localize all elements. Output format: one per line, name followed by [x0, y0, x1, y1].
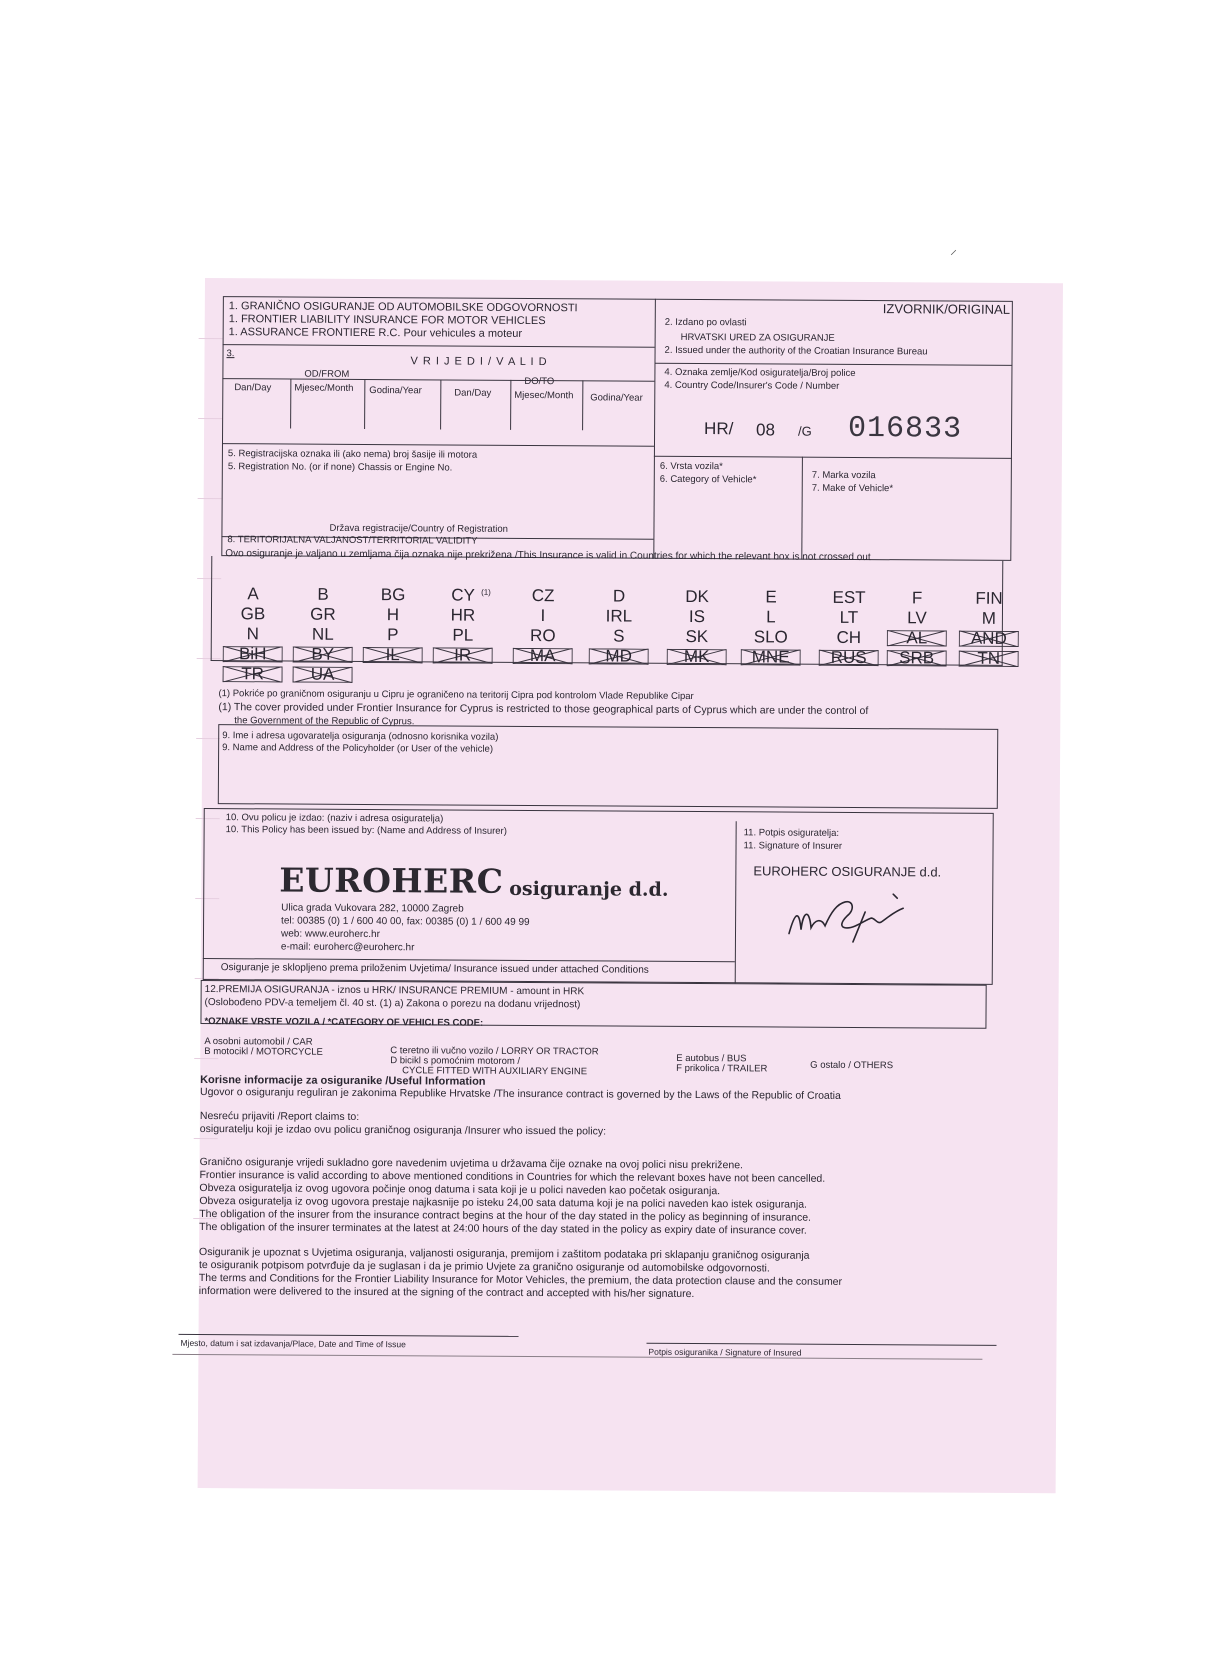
country-cell-crossed: [741, 649, 801, 665]
title-en: 1. FRONTIER LIABILITY INSURANCE FOR MOTOR VEHICLES: [228, 313, 546, 328]
country-code-text: AND: [970, 628, 1007, 648]
policyholder-label-hr: 9. Ime i adresa ugovaratelja osiguranja (odnosno korisnika vozila): [222, 730, 499, 743]
to-day: Dan/Day: [454, 387, 492, 399]
country-cell: CY: [451, 585, 475, 605]
insured-signature-label: Potpis osiguranika / Signature of Insured: [648, 1346, 802, 1358]
vehicle-code-c: C teretno ili vučno vozilo / LORRY OR TRACTOR: [390, 1045, 599, 1058]
issued-bureau: HRVATSKI URED ZA OSIGURANJE: [680, 331, 835, 344]
make-label-hr: 7. Marka vozila: [811, 469, 876, 482]
country-cell: CH: [836, 627, 862, 648]
country-cell: GR: [310, 604, 336, 624]
from-day: Dan/Day: [234, 382, 272, 394]
category-label-hr: 6. Vrsta vozila*: [659, 460, 723, 473]
country-cell: GB: [240, 604, 266, 624]
country-code-text: UA: [310, 664, 335, 684]
issuer-email: e-mail: euroherc@euroherc.hr: [280, 941, 415, 954]
country-cell: BG: [380, 585, 406, 605]
country-grid: [211, 584, 1059, 684]
country-code-text: RUS: [830, 647, 867, 668]
registration-label-hr: 5. Registracijska oznaka ili (ako nema) broj šasije ili motora: [227, 448, 478, 461]
country-cell-crossed: [819, 647, 879, 668]
country-cell-crossed: [363, 647, 423, 663]
country-cell: NL: [311, 624, 334, 644]
insured-signature-line: [646, 1343, 996, 1346]
validity-number: 3.: [226, 348, 235, 360]
country-cell: B: [317, 584, 329, 604]
country-cell: HR: [450, 605, 476, 625]
country-code-text: MA: [529, 645, 556, 666]
info-claims-2: osiguratelju koji je izdao ovu policu graničnog osiguranja /Insurer who issued the policy:: [199, 1122, 607, 1138]
from-month: Mjesec/Month: [294, 382, 354, 394]
policy-number: 016833: [847, 411, 963, 447]
place-date-label: Mjesto, datum i sat izdavanja/Place, Date and Time of Issue: [180, 1337, 406, 1350]
country-code-text: AL: [906, 628, 928, 648]
country-cell: L: [766, 607, 776, 627]
cyprus-note-hr: (1) Pokriće po graničnom osiguranju u Cipru je ograničeno na teritorij Cipra pod kontrolom Vlade Republike Cipar: [218, 688, 694, 702]
vehicle-code-f: F prikolica / TRAILER: [676, 1062, 768, 1075]
country-code-text: IR: [454, 645, 472, 665]
vehicle-code-d2: CYCLE FITTED WITH AUXILIARY ENGINE: [402, 1065, 588, 1078]
country-cell: SK: [685, 626, 709, 647]
country-code-text: IL: [385, 645, 400, 665]
territory-label: 8. TERITORIJALNA VALJANOST/TERRITORIAL VALIDITY: [227, 534, 478, 547]
title-hr: 1. GRANIČNO OSIGURANJE OD AUTOMOBILSKE ODGOVORNOSTI: [228, 300, 578, 315]
country-code-text: TR: [241, 664, 264, 684]
corner-tick-mark: ⸝: [950, 241, 957, 257]
country-cell: M: [981, 608, 997, 628]
country-of-registration-label: Država registracije/Country of Registration: [329, 522, 508, 535]
place-date-line: [179, 1334, 519, 1337]
country-cell: H: [386, 605, 400, 625]
code-label-hr: 4. Oznaka zemlje/Kod osiguratelja/Broj police: [664, 366, 856, 379]
country-cell: F: [911, 588, 923, 608]
country-cell: I: [540, 606, 546, 626]
info-claims-1: Nesreću prijaviti /Report claims to:: [199, 1109, 360, 1123]
country-cell-crossed: [293, 644, 353, 664]
country-cell: P: [387, 625, 399, 645]
country-cell: IRL: [605, 606, 633, 626]
issuer-label-hr: 10. Ovu policu je izdao: (naziv i adresa osiguratelja): [225, 812, 444, 825]
country-cell-crossed: [223, 646, 283, 662]
vehicle-code-g: G ostalo / OTHERS: [810, 1059, 894, 1072]
country-cell: PL: [452, 625, 474, 645]
country-code-text: BY: [311, 644, 335, 664]
country-cell: LT: [839, 607, 859, 627]
country-code: HR/: [704, 419, 734, 439]
country-cell: FIN: [975, 588, 1003, 608]
country-cell-crossed: [589, 648, 649, 664]
country-cell: EST: [832, 587, 866, 608]
country-code-text: TN: [977, 648, 1001, 668]
premium-label: 12.PREMIJA OSIGURANJA - iznos u HRK/ INSURANCE PREMIUM - amount in HRK: [204, 984, 585, 998]
issued-hr: 2. Izdano po ovlasti: [664, 316, 747, 329]
territory-desc: Ovo osiguranje je valjano u zemljama čija oznaka nije prekrižena /This Insurance is valid in Countries for which the relevant box is not crossed out: [225, 548, 871, 564]
insurer-code: 08: [756, 420, 776, 440]
country-cell: CZ: [531, 586, 555, 606]
info-paragraph: The terms and Conditions for the Frontier Liability Insurance for Motor Vehicles, the premium, the data protection clause and the consumer: [198, 1271, 843, 1288]
country-cell-crossed: [887, 630, 947, 646]
category-label-en: 6. Category of Vehicle*: [659, 473, 757, 486]
country-cell-crossed: [959, 628, 1019, 648]
issuer-address: Ulica grada Vukovara 282, 10000 Zagreb: [281, 902, 464, 915]
country-code-text: SRB: [899, 648, 935, 668]
title-fr: 1. ASSURANCE FRONTIERE R.C. Pour vehicules a moteur: [228, 326, 523, 340]
country-cell: IS: [688, 606, 706, 627]
vehicle-code-e: E autobus / BUS: [676, 1052, 747, 1065]
info-paragraph: te osiguranik potpisom potvrđuje da je suglasan i da je primio Uvjete za granično osiguranje od automobilske odgovornosti.: [198, 1258, 770, 1275]
sheet-bottom-edge: [172, 1354, 982, 1360]
country-cell: S: [613, 626, 625, 646]
country-cell-crossed: [293, 664, 353, 684]
cy-footnote-mark: (1): [481, 587, 491, 597]
signature-insurer-name: EUROHERC OSIGURANJE d.d.: [753, 863, 942, 880]
country-code-text: MD: [605, 646, 632, 666]
country-cell-crossed: [513, 645, 573, 666]
make-label-en: 7. Make of Vehicle*: [811, 482, 894, 495]
country-cell: DK: [685, 586, 709, 607]
signature-label-hr: 11. Potpis osiguratelja:: [743, 827, 840, 839]
to-label: DO/TO: [524, 375, 555, 388]
vehicle-code-b: B motocikl / MOTORCYCLE: [204, 1046, 323, 1058]
vehicle-code-a: A osobni automobil / CAR: [204, 1036, 313, 1048]
country-cell: N: [246, 624, 260, 644]
euroherc-logo: EUROHERC: [279, 860, 504, 901]
info-paragraph: Osiguranik je upoznat s Uvjetima osiguranja, valjanosti osiguranja, premijom i zaštitom podataka pri sklapanju graničnog osiguranja: [199, 1245, 810, 1262]
info-title: Korisne informacije za osiguranike /Useful Information: [200, 1073, 486, 1088]
from-year: Godina/Year: [369, 385, 422, 397]
country-code-text: MNE: [751, 647, 790, 667]
country-cell: A: [247, 584, 259, 604]
country-cell-crossed: [667, 646, 727, 667]
cyprus-note-en-2: the Government of the Republic of Cyprus.: [234, 715, 415, 728]
premium-note: (Oslobođeno PDV-a temeljem čl. 40 st. (1) a) Zakona o porezu na dodanu vrijednost): [204, 997, 581, 1011]
to-year: Godina/Year: [590, 392, 643, 404]
country-cell-crossed: [887, 650, 947, 666]
policyholder-label-en: 9. Name and Address of the Policyholder (or User of the vehicle): [222, 742, 494, 755]
country-cell-crossed: [223, 666, 283, 682]
insurance-certificate: [180, 278, 1063, 1493]
country-row-5: [211, 664, 1059, 689]
to-month: Mjesec/Month: [514, 389, 574, 402]
issuer-web: web: www.euroherc.hr: [280, 928, 380, 941]
from-label: OD/FROM: [304, 368, 350, 380]
country-cell: D: [612, 586, 626, 606]
country-cell-crossed: [959, 648, 1019, 668]
info-paragraph: information were delivered to the insured at the signing of the contract and accepted with his/her signature.: [198, 1284, 695, 1301]
country-code-text: MK: [683, 646, 710, 667]
conditions-text: Osiguranje je sklopljeno prema priloženim Uvjetima/ Insurance issued under attached Conditions: [220, 962, 649, 976]
vehicle-code-d1: D bicikl s pomoćnim motorom /: [390, 1055, 521, 1067]
euroherc-logo-suffix: osiguranje d.d.: [509, 877, 669, 901]
registration-label-en: 5. Registration No. (or if none) Chassis or Engine No.: [227, 461, 453, 474]
original-label: IZVORNIK/ORIGINAL: [882, 301, 1011, 317]
info-paragraph: The obligation of the insurer from the insurance contract begins at the hour of the day stated in the policy as beginning of insurance.: [199, 1207, 812, 1224]
validity-label: V R I J E D I / V A L I D: [410, 355, 548, 369]
info-paragraph: Granično osiguranje vrijedi sukladno gore navedenim uvjetima u državama čije oznake na ovoj polici nisu prekrižene.: [199, 1155, 744, 1172]
handwritten-signature: [781, 882, 931, 953]
info-paragraph: Frontier insurance is valid according to above mentioned conditions in Countries for which the relevant boxes have not been cancelled.: [199, 1168, 826, 1185]
issued-en: 2. Issued under the authority of the Croatian Insurance Bureau: [664, 344, 928, 358]
issuer-phone: tel: 00385 (0) 1 / 600 40 00, fax: 00385 (0) 1 / 600 49 99: [281, 915, 530, 928]
cyprus-note-en-1: (1) The cover provided under Frontier Insurance for Cyprus is restricted to those geographical parts of Cyprus which are under the control of: [218, 701, 869, 718]
info-law: Ugovor o osiguranju reguliran je zakonima Republike Hrvatske /The insurance contract is governed by the Laws of the Republic of Croatia: [199, 1085, 841, 1102]
info-paragraph: Obveza osiguratelja iz ovog ugovora prestaje najkasnije po isteku 24,00 sata datuma koji je na polici naveden kao istek osiguranja.: [199, 1194, 808, 1211]
country-cell: SLO: [753, 627, 788, 647]
vehicle-codes-title: *OZNAKE VRSTE VOZILA / *CATEGORY OF VEHICLES CODE:: [204, 1016, 484, 1029]
info-paragraph: Obveza osiguratelja iz ovog ugovora počinje onog datuma i sata koji je u polici naveden kao početak osiguranja.: [199, 1181, 721, 1198]
country-cell: RO: [530, 625, 556, 646]
country-cell: E: [765, 587, 777, 607]
info-paragraph: The obligation of the insurer terminates at the latest at 24:00 hours of the day stated in the policy as expiry date of insurance cover.: [199, 1220, 807, 1237]
country-cell: LV: [907, 608, 927, 628]
country-cell-crossed: [433, 647, 493, 663]
issuer-label-en: 10. This Policy has been issued by: (Name and Address of Insurer): [225, 824, 507, 837]
signature-label-en: 11. Signature of Insurer: [743, 840, 843, 852]
country-code-text: BiH: [238, 644, 267, 664]
code-label-en: 4. Country Code/Insurer's Code / Number: [664, 379, 840, 392]
code-separator: /G: [798, 423, 812, 439]
